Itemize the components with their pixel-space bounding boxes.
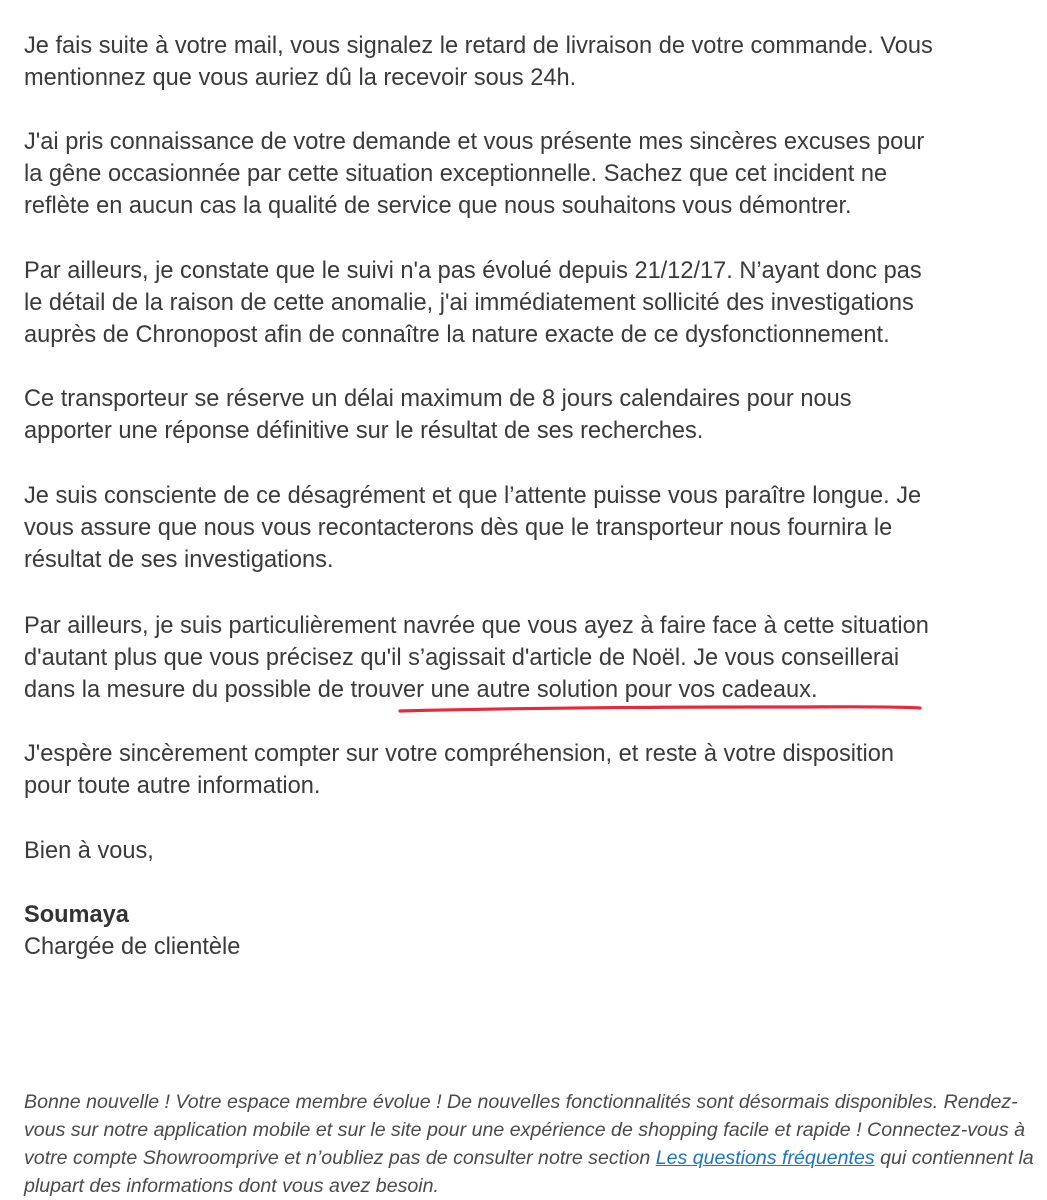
- footer-text-after: qui contiennent la plupart des informations dont vous avez besoin.: [24, 1147, 1034, 1197]
- footer-text-before: Bonne nouvelle ! Votre espace membre évolue ! De nouvelles fonctionnalités sont désormais disponibles. Rendez-vous sur notre application mobile et sur le site pour une expérience de shopping facile et rapide ! Connectez-vous à votre compte Showroomprive et n’oubliez pas de consulter notre section: [24, 1091, 1025, 1169]
- paragraph-christmas-gifts: Par ailleurs, je suis particulièrement navrée que vous ayez à faire face à cette situation d'autant plus que vous précisez qu'il s’agissait d'article de Noël. Je vous conseillerai dans la mesure du possible de trouver une autre solution pour vos cadeaux.: [24, 613, 929, 703]
- paragraph-apology: J'ai pris connaissance de votre demande et vous présente mes sincères excuses pour la gêne occasionnée par cette situation exceptionnelle. Sachez que cet incident ne reflète en aucun cas la qualité de service que nous souhaitons vous démontrer.: [24, 129, 925, 219]
- greeting: Bien à vous,: [24, 838, 154, 864]
- signature-name: Soumaya: [24, 902, 129, 928]
- signature-role: Chargée de clientèle: [24, 934, 241, 960]
- red-underline-annotation: [398, 700, 928, 720]
- faq-link[interactable]: Les questions fréquentes: [655, 1147, 875, 1169]
- footer-notice: [24, 1088, 1039, 1200]
- paragraph-recontact: Je suis consciente de ce désagrément et que l’attente puisse vous paraître longue. Je vous assure que nous vous recontacterons dès que le transporteur nous fournira le résultat de ses investigations.: [24, 483, 922, 573]
- paragraph-closing: J'espère sincèrement compter sur votre compréhension, et reste à votre disposition pour toute autre information.: [24, 741, 895, 799]
- paragraph-carrier-delay: Ce transporteur se réserve un délai maximum de 8 jours calendaires pour nous apporter une réponse définitive sur le résultat de ses recherches.: [24, 386, 852, 444]
- paragraph-tracking-investigation: Par ailleurs, je constate que le suivi n'a pas évolué depuis 21/12/17. N’ayant donc pas le détail de la raison de cette anomalie, j'ai immédiatement sollicité des investigations auprès de Chronopost afin de connaître la nature exacte de ce dysfonctionnement.: [24, 258, 922, 348]
- paragraph-delivery-delay: Je fais suite à votre mail, vous signalez le retard de livraison de votre commande. Vous mentionnez que vous auriez dû la recevoir sous 24h.: [24, 33, 933, 91]
